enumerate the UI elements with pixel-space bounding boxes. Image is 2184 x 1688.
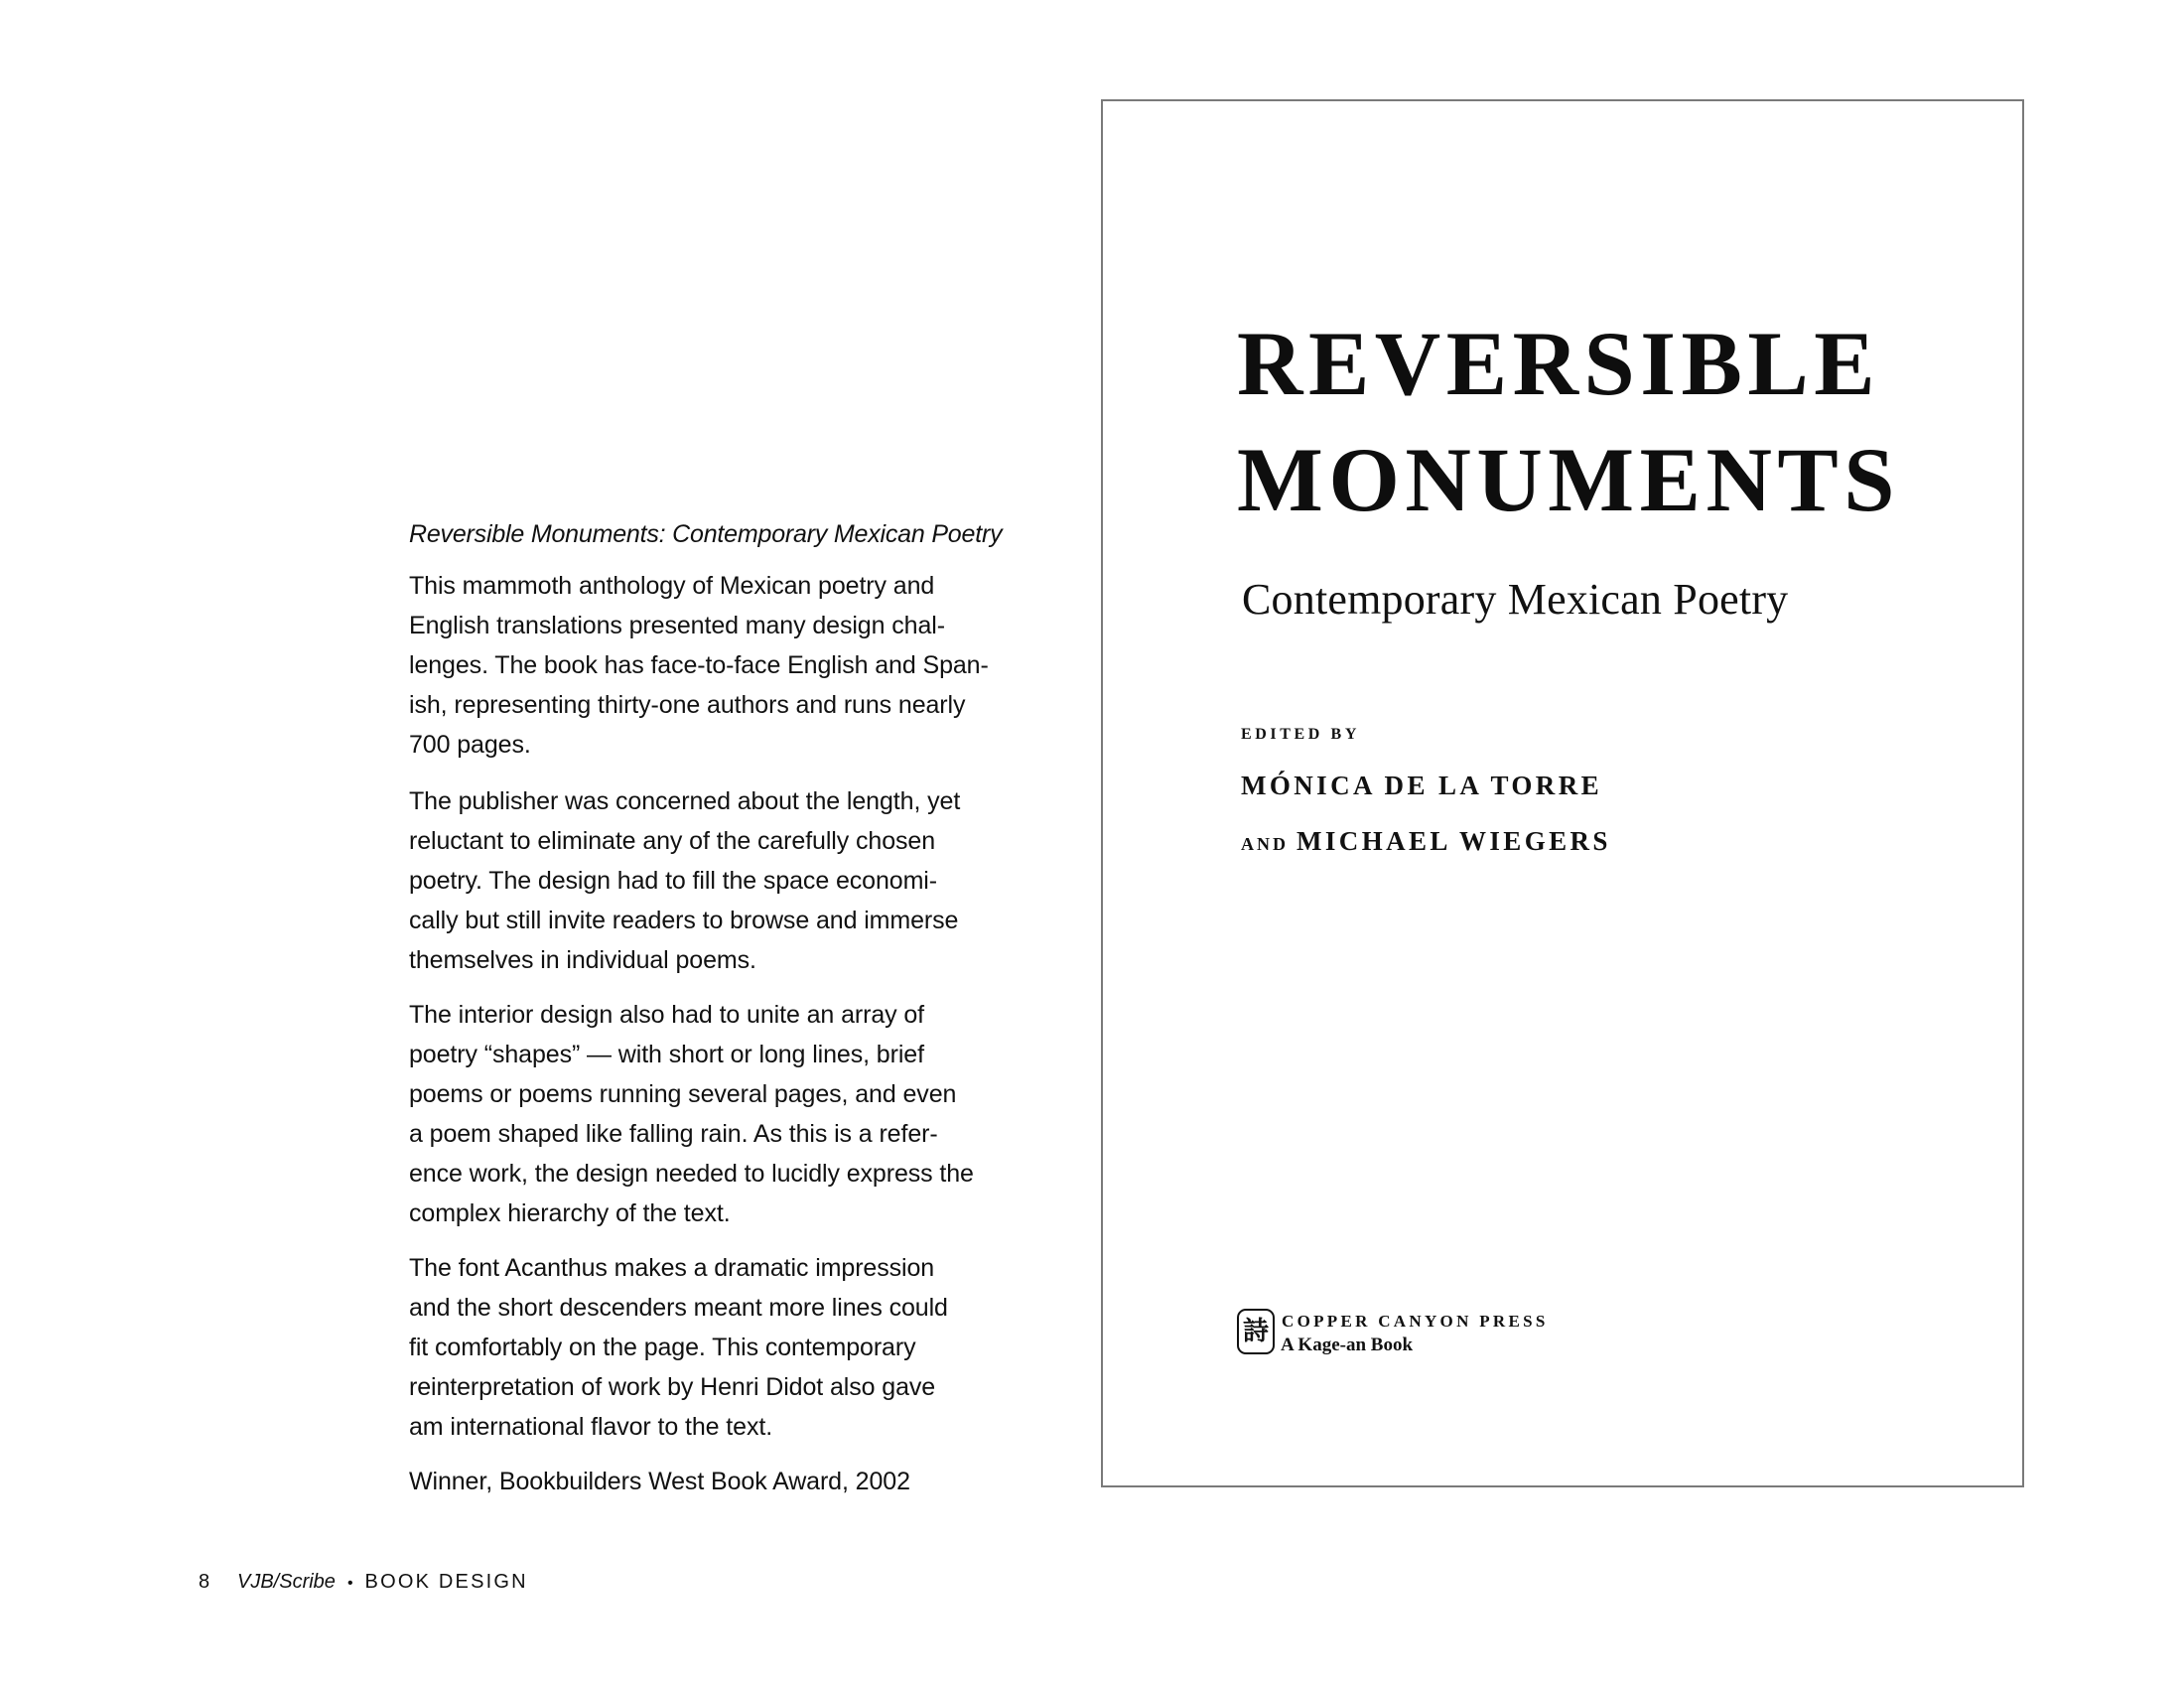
- text-line: reinterpretation of work by Henri Didot also gave: [409, 1373, 936, 1401]
- text-line: complex hierarchy of the text.: [409, 1199, 731, 1227]
- text-line: This mammoth anthology of Mexican poetry and: [409, 572, 935, 600]
- text-line: poetry. The design had to fill the space economi-: [409, 867, 937, 895]
- editor-2: MICHAEL WIEGERS: [1297, 826, 1611, 856]
- text-line: and the short descenders meant more lines could: [409, 1294, 948, 1322]
- publisher-imprint: A Kage-an Book: [1281, 1335, 1414, 1355]
- text-line: am international flavor to the text.: [409, 1413, 773, 1441]
- text-line: lenges. The book has face-to-face English and Span-: [409, 651, 989, 679]
- text-line: ish, representing thirty-one authors and runs nearly: [409, 691, 966, 719]
- text-line: cally but still invite readers to browse and immerse: [409, 907, 959, 934]
- text-line: poetry “shapes” — with short or long lines, brief: [409, 1041, 924, 1068]
- text-line: 700 pages.: [409, 731, 531, 759]
- title-line-1: REVERSIBLE: [1237, 313, 1881, 414]
- page-number: 8: [199, 1571, 210, 1593]
- paragraph-4: [409, 1248, 948, 1447]
- paragraph-3: [409, 995, 974, 1233]
- text-line: The publisher was concerned about the length, yet: [409, 787, 961, 815]
- title-line-2: MONUMENTS: [1237, 429, 1900, 530]
- bullet-separator-icon: •: [346, 1575, 353, 1592]
- footer-brand: VJB/Scribe: [237, 1571, 336, 1593]
- award-line: Winner, Bookbuilders West Book Award, 2002: [409, 1468, 910, 1495]
- poem-character-seal-icon: 詩: [1237, 1309, 1275, 1354]
- text-line: themselves in individual poems.: [409, 946, 756, 974]
- editor-2-prefix: AND: [1241, 834, 1289, 854]
- text-line: fit comfortably on the page. This contemporary: [409, 1334, 916, 1361]
- footer-section: BOOK DESIGN: [364, 1571, 528, 1593]
- subtitle: Contemporary Mexican Poetry: [1242, 575, 1789, 624]
- book-title-heading: Reversible Monuments: Contemporary Mexican Poetry: [409, 520, 1003, 548]
- editor-1: MÓNICA DE LA TORRE: [1241, 771, 1603, 800]
- text-line: poems or poems running several pages, and even: [409, 1080, 957, 1108]
- award-paragraph: [409, 1462, 910, 1501]
- paragraph-1: [409, 566, 989, 765]
- paragraph-2: [409, 781, 960, 980]
- text-line: The font Acanthus makes a dramatic impression: [409, 1254, 935, 1282]
- text-line: reluctant to eliminate any of the carefully chosen: [409, 827, 936, 855]
- page-footer: [199, 1569, 528, 1595]
- edited-by-label: EDITED BY: [1241, 726, 1360, 743]
- text-line: ence work, the design needed to lucidly express the: [409, 1160, 974, 1188]
- text-line: The interior design also had to unite an array of: [409, 1001, 925, 1029]
- text-line: a poem shaped like falling rain. As this is a refer-: [409, 1120, 938, 1148]
- editor-2-line: [1241, 824, 1611, 861]
- publisher-name: COPPER CANYON PRESS: [1282, 1312, 1549, 1331]
- text-line: English translations presented many design chal-: [409, 612, 945, 639]
